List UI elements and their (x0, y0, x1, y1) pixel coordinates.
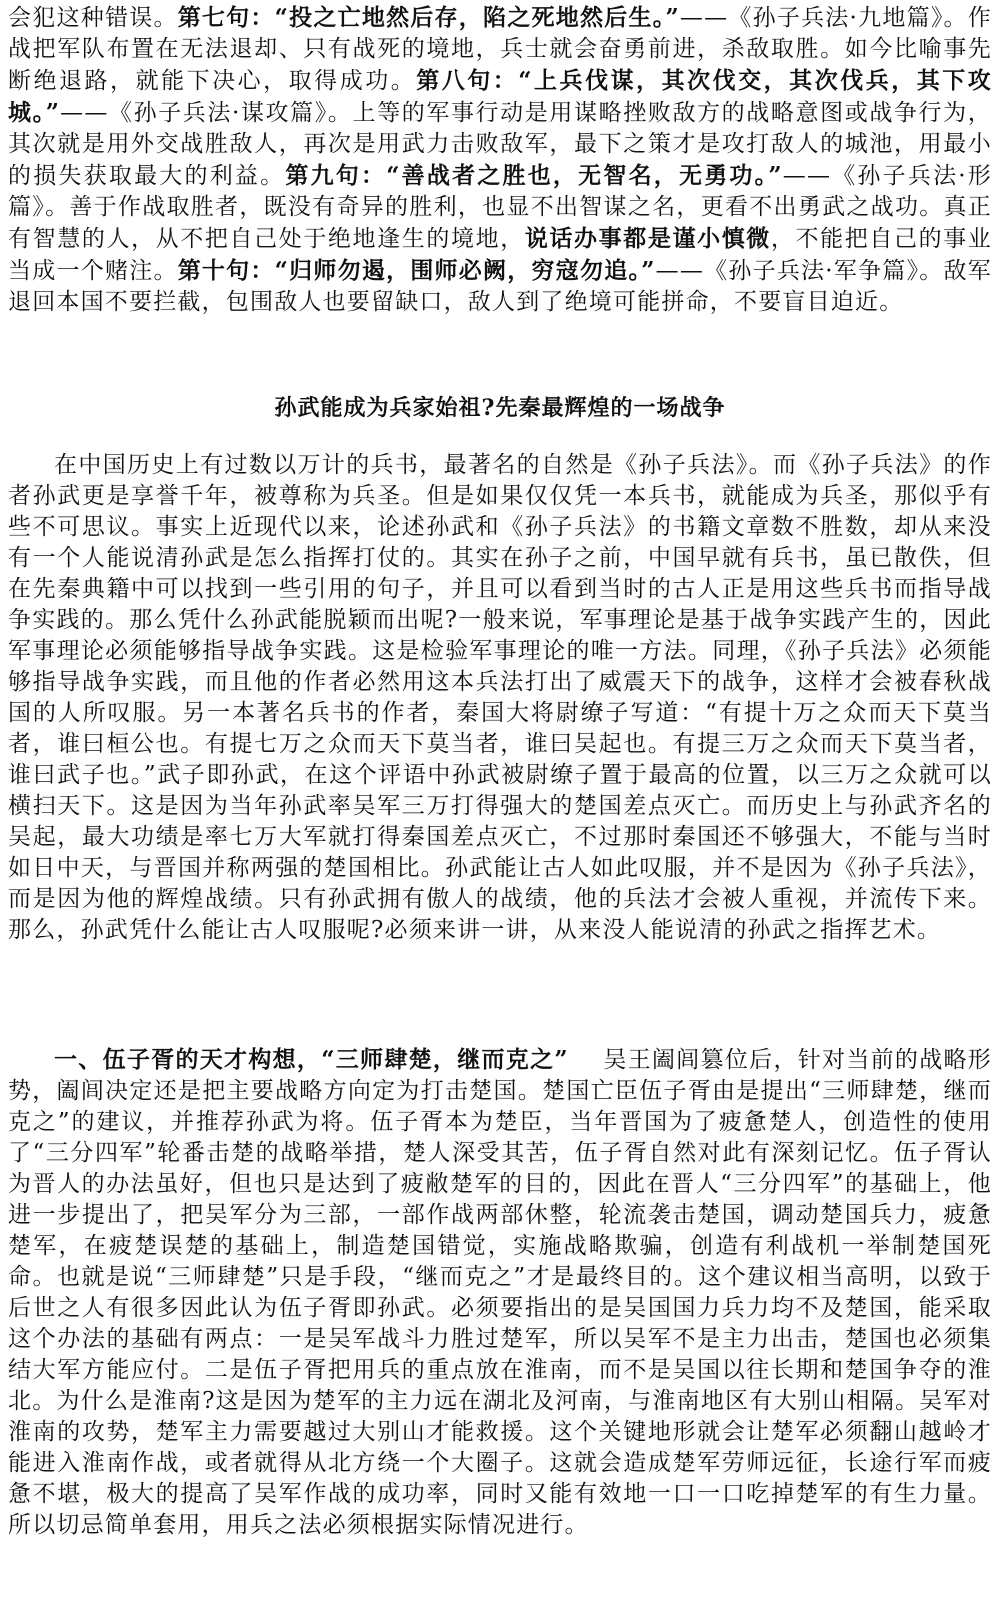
source-nine: ——《孙子兵法·形篇》。善于作战取胜者，既没有奇异的胜利，也显不出智谋之名，更看不出勇武之战功。真正有智慧的人，从不把自己处于绝地逢生的境地， (8, 163, 993, 252)
mid-tail-text: ，不能把自己的事业当成一个赌注。 (8, 226, 993, 284)
intro-paragraph: 在中国历史上有过数以万计的兵书，最著名的自然是《孙子兵法》。而《孙子兵法》的作者孙武更是享誉千年，被尊称为兵圣。但是如果仅仅凭一本兵书，就能成为兵圣，那似乎有些不可思议。事实上近现代以来，论述孙武和《孙子兵法》的书籍文章数不胜数，却从来没有一个人能说清孙武是怎么指挥打仗的。其实在孙子之前，中国早就有兵书，虽已散佚，但在先秦典籍中可以找到一些引用的句子，并且可以看到当时的古人正是用这些兵书而指导战争实践的。那么凭什么孙武能脱颖而出呢?一般来说，军事理论是基于战争实践产生的，因此军事理论必须能够指导战争实践。这是检验军事理论的唯一方法。同理，《孙子兵法》必须能够指导战争实践，而且他的作者必然用这本兵法打出了威震天下的战争，这样才会被春秋战国的人所叹服。另一本著名兵书的作者，秦国大将尉缭子写道：“有提十万之众而天下莫当者，谁曰桓公也。有提七万之众而天下莫当者，谁曰吴起也。有提三万之众而天下莫当者，谁曰武子也。”武子即孙武，在这个评语中孙武被尉缭子置于最高的位置，以三万之众就可以横扫天下。这是因为当年孙武率吴军三万打得强大的楚国差点灭亡。而历史上与孙武齐名的吴起，最大功绩是率七万大军就打得秦国差点灭亡，不过那时秦国还不够强大，不能与当时如日中天，与晋国并称两强的楚国相比。孙武能让古人如此叹服，并不是因为《孙子兵法》，而是因为他的辉煌战绩。只有孙武拥有傲人的战绩，他的兵法才会被人重视，并流传下来。那么，孙武凭什么能让古人叹服呢?必须来讲一讲，从来没人能说清的孙武之指挥艺术。 (8, 452, 992, 943)
lead-text: 会犯这种错误。 (8, 5, 178, 31)
section-one-paragraph (8, 1044, 992, 1541)
source-seven: ——《孙子兵法·九地篇》。作战把军队布置在无法退却、只有战死的境地，兵士就会奋勇前进，杀敌取胜。如今比喻事先断绝退路，就能下决心，取得成功。 (8, 5, 993, 94)
quote-eight: 第八句：“上兵伐谋，其次伐交，其次伐兵，其下攻城。” (8, 67, 992, 126)
section-one-text: 吴王阖闾篡位后，针对当前的战略形势，阖闾决定还是把主要战略方向定为打击楚国。楚国亡臣伍子胥由是提出“三师肆楚，继而克之”的建议，并推荐孙武为将。伍子胥本为楚臣，当年晋国为了疲惫楚人，创造性的使用了“三分四军”轮番击楚的战略举措，楚人深受其苦，伍子胥自然对此有深刻记忆。伍子胥认为晋人的办法虽好，但也只是达到了疲敝楚军的目的，因此在晋人“三分四军”的基础上，他进一步提出了，把吴军分为三部，一部作战两部休整，轮流袭击楚国，调动楚国兵力，疲惫楚军，在疲楚误楚的基础上，制造楚国错觉，实施战略欺骗，创造有利战机一举制楚国死命。也就是说“三师肆楚”只是手段，“继而克之”才是最终目的。这个建议相当高明，以致于后世之人有很多因此认为伍子胥即孙武。必须要指出的是吴国国力兵力均不及楚国，能采取这个办法的基础有两点：一是吴军战斗力胜过楚军，所以吴军不是主力出击，楚国也必须集结大军方能应付。二是伍子胥把用兵的重点放在淮南，而不是吴国以往长期和楚国争夺的淮北。为什么是淮南?这是因为楚军的主力远在湖北及河南，与淮南地区有大别山相隔。吴军对淮南的攻势，楚军主力需要越过大别山才能救援。这个关键地形就会让楚军必须翻山越岭才能进入淮南作战，或者就得从北方绕一个大圈子。这就会造成楚军劳师远征，长途行军而疲惫不堪，极大的提高了吴军作战的成功率，同时又能有效地一口一口吃掉楚军的有生力量。所以切忌简单套用，用兵之法必须根据实际情况进行。 (8, 1047, 992, 1538)
proverbs-paragraph (8, 2, 992, 318)
source-ten: ——《孙子兵法·军争篇》。敌军退回本国不要拦截，包围敌人也要留缺口，敌人到了绝境可能拼命，不要盲目迫近。 (8, 258, 992, 315)
article-title: 孙武能成为兵家始祖?先秦最辉煌的一场战争 (274, 395, 726, 421)
section-one-heading: 一、伍子胥的天才构想，“三师肆楚，继而克之” (54, 1046, 569, 1073)
quote-seven: 第七句：“投之亡地然后存，陷之死地然后生。” (177, 4, 680, 31)
quote-nine: 第九句：“善战者之胜也，无智名，无勇功。” (285, 162, 783, 189)
quote-ten: 第十句：“归师勿遏，围师必阙，穷寇勿追。” (177, 257, 656, 284)
source-eight: ——《孙子兵法·谋攻篇》。上等的军事行动是用谋略挫败敌方的战略意图或战争行为，其次就是用外交战胜敌人，再次是用武力击败敌军，最下之策才是攻打敌人的城池，用最小的损失获取最大的利益。 (8, 100, 992, 189)
bold-phrase: 说话办事都是谨小慎微 (524, 225, 771, 252)
